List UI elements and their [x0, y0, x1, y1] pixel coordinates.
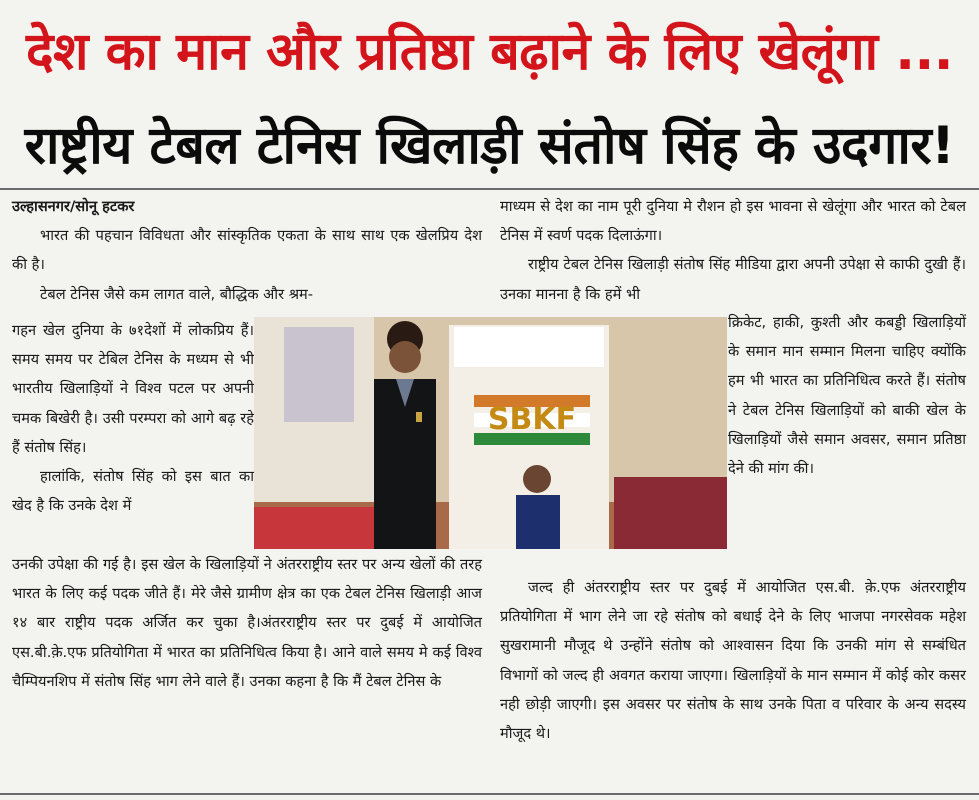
left-column-top [12, 192, 482, 309]
right-paragraph-2-cont: क्रिकेट, हाकी, कुश्ती और कबड्डी खिलाड़ियों के समान मान सम्मान मिलना चाहिए क्योंकि हम भी भारत का प्रतिनिधित्व करते हैं। संतोष ने टेबल टेनिस खिलाड़ियों को बाकी खेल के खिलाड़ियों जैसे समान अवसर, समान प्रतिष्ठा देने की मांग की। [728, 314, 966, 478]
right-paragraph-2-start: राष्ट्रीय टेबल टेनिस खिलाड़ी संतोष सिंह मीडिया द्वारा अपनी उपेक्षा से काफी दुखी हैं। उनका मानना है कि हमें भी [500, 256, 966, 303]
headline-line-2: राष्ट्रीय टेबल टेनिस खिलाड़ी संतोष सिंह के उदगार! [24, 115, 955, 176]
player-photo-illustration [254, 317, 727, 549]
headline-divider [0, 188, 979, 190]
byline: उल्हासनगर/सोनू हटकर [12, 198, 135, 215]
left-paragraph-2-cont: गहन खेल दुनिया के ७१देशों में लोकप्रिय हैं। समय समय पर टेबिल टेनिस के मध्यम से भी भारतीय खिलाड़ियों ने विश्व पटल पर अपनी चमक बिखेरी है। उसी परम्परा को आगे बढ़ रहे हैं संतोष सिंह। [12, 322, 254, 456]
left-paragraph-1: भारत की पहचान विविधता और सांस्कृतिक एकता के साथ साथ एक खेलप्रिय देश की है। [12, 227, 482, 274]
banner-text: SBKF [487, 402, 577, 437]
left-paragraph-2-start: टेबल टेनिस जैसे कम लागत वाले, बौद्धिक और श्रम- [40, 285, 314, 303]
right-column-bottom [500, 573, 966, 748]
left-paragraph-3-cont: उनकी उपेक्षा की गई है। इस खेल के खिलाड़ियों ने अंतरराष्ट्रीय स्तर पर अन्य खेलों की तरह भारत के लिए कई पदक जीते हैं। मेरे जैसे ग्रामीण क्षेत्र का एक टेबल टेनिस खिलाड़ी आज १४ बार राष्ट्रीय पदक अर्जित कर चुका है।अंतरराष्ट्रीय स्तर पर दुबई में आयोजित एस.बी.क़े.एफ प्रतियोगिता में भारत का प्रतिनिधित्व किया है। आने वाले समय मे कई विश्व चैम्पियनशिप में संतोष सिंह भाग लेने वाले हैं। उनका कहना है कि मैं टेबल टेनिस के [12, 556, 482, 690]
headline-line-1: देश का मान और प्रतिष्ठा बढ़ाने के लिए खेलूंगा ... [26, 21, 953, 82]
right-paragraph-1: माध्यम से देश का नाम पूरी दुनिया मे रौशन हो इस भावना से खेलूंगा और भारत को टेबल टेनिस में स्वर्ण पदक दिलाऊंगा। [500, 198, 966, 245]
left-paragraph-3-start: हालांकि, संतोष सिंह को इस बात का खेद है कि उनके देश में [12, 468, 254, 515]
article-photo [254, 317, 727, 549]
left-column-bottom [12, 550, 482, 696]
bottom-divider [0, 793, 979, 795]
left-column-wrap [12, 316, 254, 520]
right-column-wrap [728, 308, 966, 483]
right-column-top [500, 192, 966, 309]
right-paragraph-3: जल्द ही अंतरराष्ट्रीय स्तर पर दुबई में आयोजित एस.बी. क़े.एफ अंतरराष्ट्रीय प्रतियोगिता में भाग लेने जा रहे संतोष को बधाई देने के लिए भाजपा नगरसेवक महेश सुखरामानी मौजूद थे उन्होंने संतोष को आश्वासन दिया कि उनकी मांग से सम्बंधित विभागों को जल्द ही अवगत कराया जाएगा। खिलाड़ियों के मान सम्मान में कोई कोर कसर नही छोड़ी जाएगी। इस अवसर पर संतोष के साथ उनके पिता व परिवार के अन्य सदस्य मौजूद थे। [500, 579, 966, 743]
